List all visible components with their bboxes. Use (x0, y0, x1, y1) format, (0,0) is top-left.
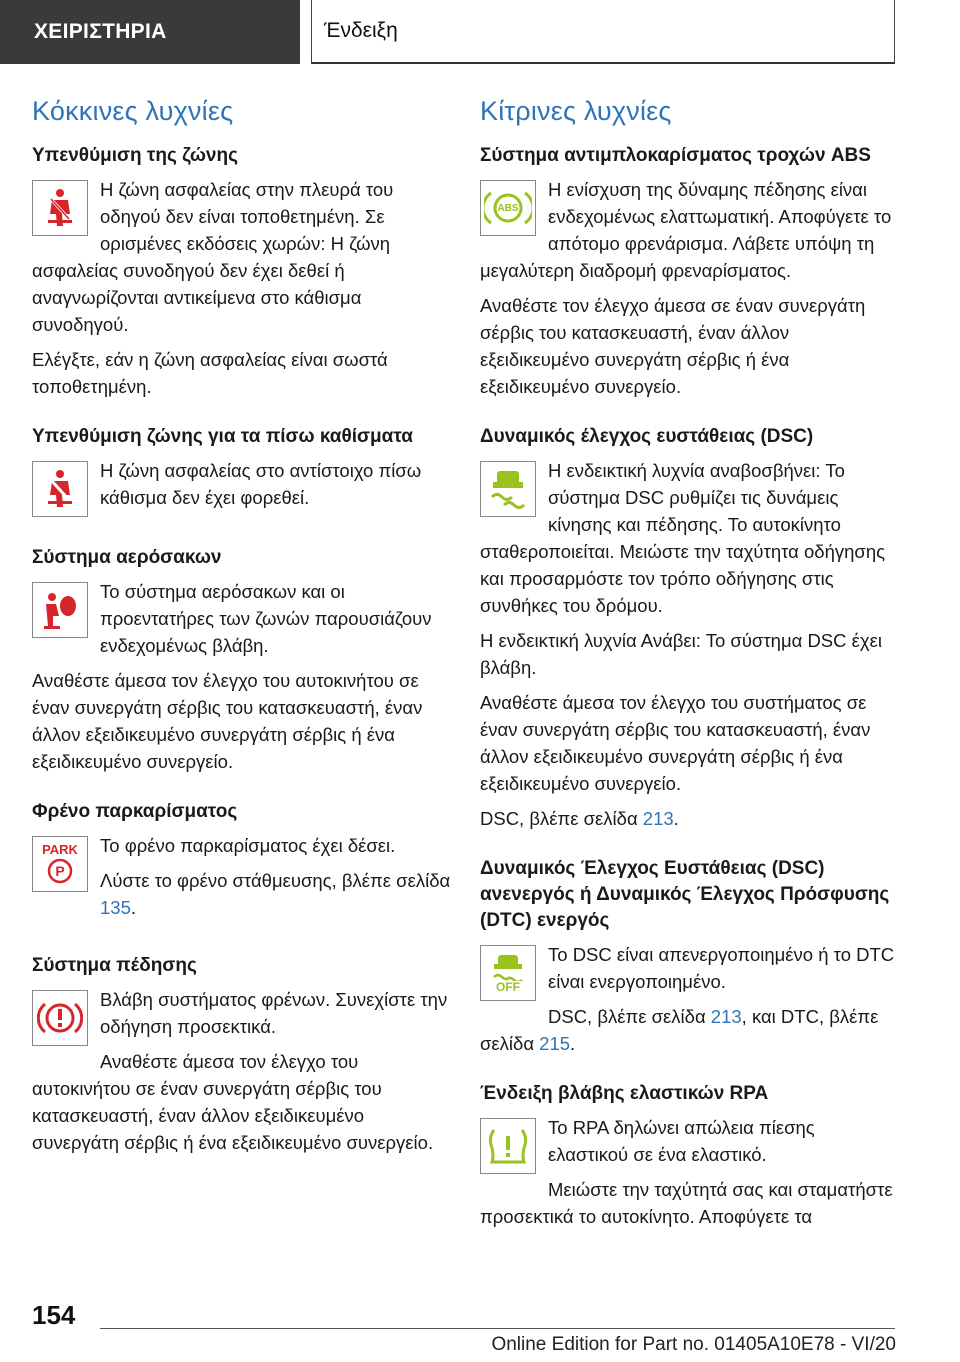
dsc-section (480, 424, 900, 832)
section-heading: Σύστημα πέδησης (32, 955, 197, 976)
page-link[interactable]: 213 (642, 808, 674, 829)
rear-seatbelt-section (32, 424, 452, 521)
paragraph: Το σύστημα αερόσακων και οι προεντατήρες των ζωνών παρουσιάζουν ενδεχομένως βλάβη. (100, 581, 432, 656)
section-heading: Δυναμικός έλεγχος ευστάθειας (DSC) (480, 426, 814, 447)
red-lights-title: Κόκκινες λυχνίες (32, 96, 234, 126)
seatbelt-warning-icon (32, 180, 88, 236)
paragraph (480, 1003, 900, 1057)
dsc-off-icon (480, 945, 536, 1001)
paragraph: Η ενίσχυση της δύναμης πέδησης είναι ενδεχομένως ελαττωματική. Αποφύγετε το απότομο φρενάρισμα. Λάβετε υπόψη τη μεγαλύτερη διαδρομή φρεναρίσματος. (480, 179, 892, 281)
seatbelt-reminder-section (32, 143, 452, 400)
rear-seatbelt-icon (32, 461, 88, 517)
paragraph-text: Λύστε το φρένο στάθμευσης, βλέπε σελίδα (100, 870, 451, 891)
abs-icon (480, 180, 536, 236)
paragraph (32, 867, 452, 921)
section-heading: Ένδειξη βλάβης ελαστικών RPA (480, 1083, 769, 1104)
paragraph: Το φρένο παρκαρίσματος έχει δέσει. (100, 835, 396, 856)
paragraph: Το DSC είναι απενεργοποιημένο ή το DTC είναι ενεργοποιημένο. (548, 944, 895, 992)
footer-divider (100, 1328, 895, 1329)
sentence-end: . (130, 897, 137, 918)
paragraph: Ελέγξτε, εάν η ζώνη ασφαλείας είναι σωστά τοποθετημένη. (32, 349, 388, 397)
edition-note: Online Edition for Part no. 01405A10E78 - VI/20 (491, 1334, 896, 1355)
page-link[interactable]: 213 (710, 1006, 742, 1027)
paragraph-text: DSC, βλέπε σελίδα (548, 1006, 711, 1027)
yellow-lights-title: Κίτρινες λυχνίες (480, 96, 672, 126)
dsc-off-section (480, 856, 900, 1057)
section-heading: Δυναμικός Έλεγχος Ευστάθειας (DSC) ανενεργός ή Δυναμικός Έλεγχος Πρόσφυσης (DTC) ενεργός (480, 858, 890, 931)
sentence-end: . (570, 1033, 576, 1054)
paragraph-text: DSC, βλέπε σελίδα (480, 808, 643, 829)
parking-brake-section (32, 799, 452, 929)
abs-section (480, 143, 900, 400)
park-icon-label: PARK (42, 842, 78, 857)
paragraph: Αναθέστε άμεσα τον έλεγχο του συστήματος σε έναν συνεργάτη σέρβις του κατασκευαστή, έναν άλλον εξειδικευμένο συνεργάτη σέρβις ή ένα εξειδικευμένο συνεργείο. (480, 692, 871, 794)
section-heading: Σύστημα αερόσακων (32, 547, 222, 568)
paragraph: Η ζώνη ασφαλείας στην πλευρά του οδηγού δεν είναι τοποθετημένη. Σε ορισμένες εκδόσεις χωρών: Η ζώνη ασφαλείας συνοδηγού δεν έχει δεθεί ή αναγνωρίζονται αντικείμενα στο κάθισμα συνοδηγού. (32, 179, 394, 335)
brake-system-section (32, 953, 452, 1156)
section-title: ΧΕΙΡΙΣΤΗΡΙΑ (34, 20, 167, 43)
paragraph: Η ζώνη ασφαλείας στο αντίστοιχο πίσω κάθισμα δεν έχει φορεθεί. (100, 460, 422, 508)
yellow-lights-column (480, 96, 900, 1254)
airbag-section (32, 545, 452, 775)
airbag-icon (32, 582, 88, 638)
chapter-tab (311, 0, 895, 64)
rpa-section (480, 1081, 900, 1230)
page-number: 154 (32, 1300, 76, 1330)
paragraph (480, 805, 900, 832)
section-heading: Σύστημα αντιμπλοκαρίσματος τροχών ABS (480, 145, 871, 166)
abs-icon-label: ABS (497, 202, 519, 214)
paragraph: Αναθέστε τον έλεγχο άμεσα σε έναν συνεργάτη σέρβις του κατασκευαστή, έναν άλλον εξειδικευμένο συνεργάτη σέρβις ή ένα εξειδικευμένο συνεργείο. (480, 295, 866, 397)
paragraph: Βλάβη συστήματος φρένων. Συνεχίστε την οδήγηση προσεκτικά. (100, 989, 448, 1037)
paragraph: Αναθέστε άμεσα τον έλεγχο του αυτοκινήτου σε έναν συνεργάτη σέρβις του κατασκευαστή, έναν άλλον εξειδικευμένο συνεργάτη σέρβις ή ένα εξειδικευμένο συνεργείο. (32, 1051, 434, 1153)
section-heading: Υπενθύμιση ζώνης για τα πίσω καθίσματα (32, 426, 413, 447)
sentence-end: . (673, 808, 679, 829)
tire-pressure-icon (480, 1118, 536, 1174)
off-icon-label: OFF (496, 979, 520, 994)
page-link[interactable]: 215 (539, 1033, 571, 1054)
dsc-icon (480, 461, 536, 517)
section-heading: Υπενθύμιση της ζώνης (32, 145, 238, 166)
brake-warning-icon (32, 990, 88, 1046)
paragraph: Αναθέστε άμεσα τον έλεγχο του αυτοκινήτου σε έναν συνεργάτη σέρβις του κατασκευαστή, έναν άλλον εξειδικευμένο συνεργάτη σέρβις ή ένα εξειδικευμένο συνεργείο. (32, 670, 423, 772)
section-tab (0, 0, 300, 64)
paragraph: Μειώστε την ταχύτητά σας και σταματήστε προσεκτικά το αυτοκίνητο. Αποφύγετε τα (480, 1179, 893, 1227)
svg-text:P: P (55, 863, 65, 879)
paragraph: Η ενδεικτική λυχνία Ανάβει: Το σύστημα DSC έχει βλάβη. (480, 630, 882, 678)
red-lights-column (32, 96, 452, 1180)
paragraph-text: , και DTC, βλέπε σελίδα (480, 1006, 879, 1054)
section-heading: Φρένο παρκαρίσματος (32, 801, 238, 822)
page-link[interactable]: 135 (100, 897, 131, 918)
paragraph: Το RPA δηλώνει απώλεια πίεσης ελαστικού σε ένα ελαστικό. (548, 1117, 815, 1165)
paragraph: Η ενδεικτική λυχνία αναβοσβήνει: Το σύστημα DSC ρυθμίζει τις δυνάμεις κίνησης και πέδησης. Το αυτοκίνητο σταθεροποιείται. Μειώστε την ταχύτητα οδήγησης και προσαρμόστε τον τρόπο οδήγησης στις συνθήκες του δρόμου. (480, 460, 886, 616)
park-brake-icon (32, 836, 88, 892)
chapter-title: Ένδειξη (324, 19, 398, 42)
